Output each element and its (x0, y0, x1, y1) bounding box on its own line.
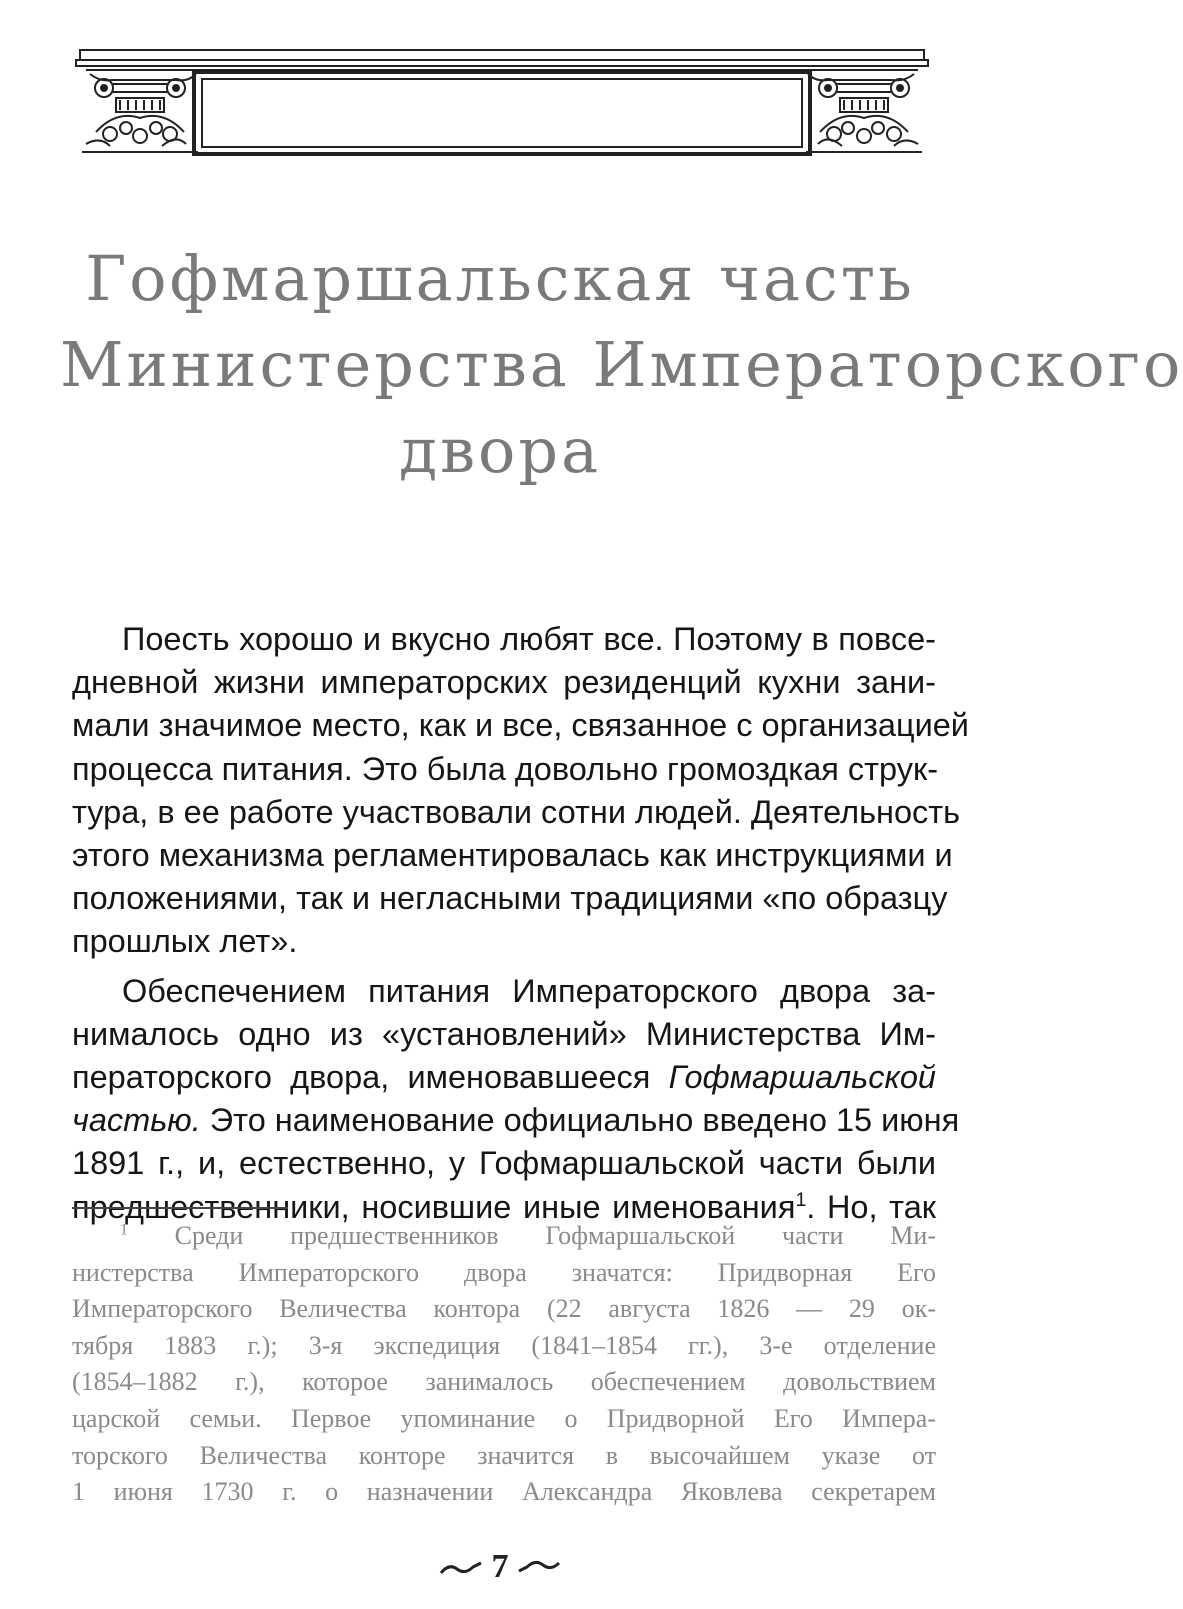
footnote-reference[interactable]: 1 (795, 1188, 807, 1211)
text-run: Это наименование официально введено 15 июня (200, 1102, 960, 1139)
text-line: дневной жизни императорских резиденций кухни зани- (72, 664, 936, 701)
text-line (72, 1099, 960, 1142)
left-column-capital-ornament (82, 74, 198, 152)
footnote-line: нистерства Императорского двора значатся: Придворная Его (72, 1257, 936, 1287)
chapter-title-line: двора (398, 414, 602, 487)
footnote-line: (1854–1882 г.), которое занималось обеспечением довольствием (72, 1367, 936, 1397)
decorative-header-frame (76, 44, 928, 162)
chapter-title-line: Министерства Императорского (60, 328, 1183, 401)
text-line: процесса питания. Это была довольно громоздкая струк- (72, 750, 939, 787)
text-line: прошлых лет». (72, 923, 298, 960)
text-run: предшественники, носившие иные именования (72, 1188, 796, 1225)
footnote-line: 1 июня 1730 г. о назначении Александра Яковлева секретарем (72, 1477, 936, 1507)
text-line (72, 1056, 936, 1099)
text-run: Среди предшественников Гофмаршальской части Ми- (127, 1221, 936, 1250)
footnote-line (72, 1218, 936, 1255)
footnote (72, 1218, 936, 1511)
page-number (0, 1548, 1000, 1586)
text-line: нималось одно из «установлений» Министерства Им- (72, 1015, 936, 1052)
paragraph (72, 970, 960, 1229)
text-line: Обеспечением питания Императорского двора за- (122, 972, 936, 1009)
left-swash-icon (439, 1561, 483, 1577)
text-line: этого механизма регламентировалась как инструкциями и (72, 837, 953, 874)
right-column-capital-ornament (806, 74, 922, 152)
italic-term: Гофмаршальской (668, 1059, 936, 1096)
text-line: положениями, так и негласными традициями «по образцу (72, 880, 948, 917)
footnote-line: царской семьи. Первое упоминание о Придворной Его Импера- (72, 1403, 936, 1433)
text-line: 1891 г., и, естественно, у Гофмаршальской части были (72, 1145, 936, 1182)
text-run: . Но, так (806, 1188, 936, 1225)
footnote-line: Императорского Величества контора (22 августа 1826 — 29 ок- (72, 1294, 936, 1324)
text-run: ператорского двора, именовавшееся (72, 1059, 669, 1096)
page-number-value: 7 (491, 1548, 509, 1585)
text-line: тура, в ее работе участвовали сотни людей. Деятельность (72, 793, 961, 830)
text-line: Поесть хорошо и вкусно любят все. Поэтому в повсе- (122, 621, 936, 657)
footnote-divider (72, 1207, 288, 1209)
body-text (72, 618, 969, 1229)
footnote-line: торского Величества конторе значится в высочайшем указе от (72, 1440, 936, 1470)
right-swash-icon (517, 1561, 561, 1577)
italic-term: частью. (72, 1102, 201, 1139)
chapter-title (60, 236, 1183, 494)
footnote-line: тября 1883 г.); 3-я экспедиция (1841–1854 гг.), 3-е отделение (72, 1330, 936, 1360)
paragraph (72, 618, 969, 964)
footnote-marker: 1 (120, 1221, 128, 1239)
chapter-title-line: Гофмаршальская часть (85, 242, 915, 315)
text-line: мали значимое место, как и все, связанное с организацией (72, 707, 969, 744)
